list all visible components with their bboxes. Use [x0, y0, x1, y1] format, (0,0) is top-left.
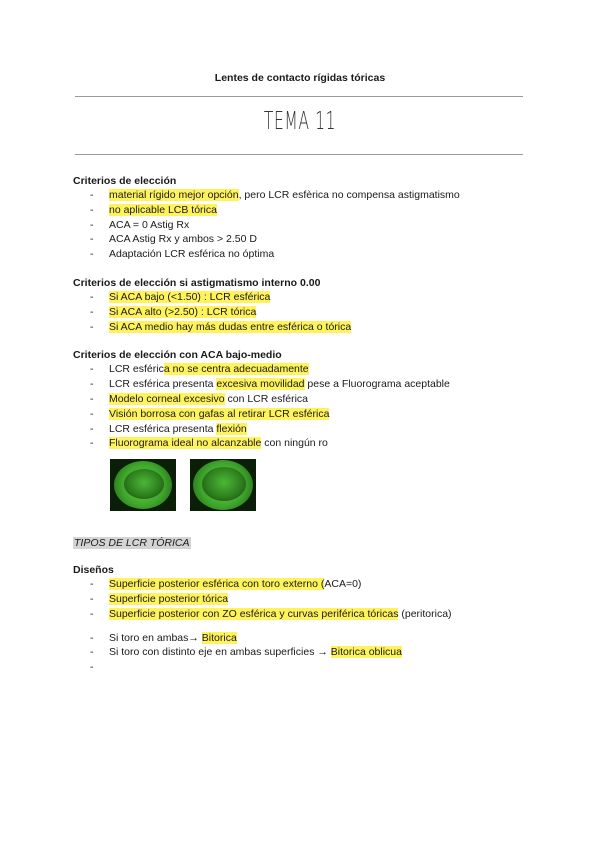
divider-bottom: [75, 154, 523, 155]
list-item: - LCR esférica presenta excesiva movilidad pese a Fluorograma aceptable: [73, 377, 543, 392]
list-item: - Si ACA bajo (<1.50) : LCR esférica: [73, 290, 543, 305]
criterios-list: [73, 188, 543, 262]
list-item: - Si ACA alto (>2.50) : LCR tórica: [73, 305, 543, 320]
page-header: Lentes de contacto rígidas tóricas: [214, 72, 386, 84]
list-item: - Si ACA medio hay más dudas entre esférica o tórica: [73, 320, 543, 335]
section-title-astig-interno: Criterios de elección si astigmatismo interno 0.00: [73, 276, 321, 289]
section-title-criterios: Criterios de elección: [73, 175, 177, 187]
list-item: - Superficie posterior tórica: [73, 592, 543, 607]
list-item: - no aplicable LCB tórica: [73, 203, 543, 218]
disenos-list: [73, 577, 543, 621]
bitorica-list: [73, 631, 543, 661]
list-item: - ACA Astig Rx y ambos > 2.50 D: [73, 232, 543, 247]
fluorogram-images: [110, 459, 543, 511]
fluorogram-image-right: [190, 459, 256, 511]
list-item: - Superficie posterior esférica con toro externo (ACA=0): [73, 577, 543, 592]
fluorogram-image-left: [110, 459, 176, 511]
list-item: - Superficie posterior con ZO esférica y curvas periférica tóricas (peritorica): [73, 607, 543, 622]
tipos-label: TIPOS DE LCR TÓRICA: [74, 537, 190, 550]
astig-interno-list: [73, 290, 543, 334]
tema-title: TEMA 11: [263, 106, 337, 135]
document-body: [73, 174, 543, 660]
list-item: - LCR esférica presenta flexión: [73, 422, 543, 437]
list-item: - LCR esférica no se centra adecuadamente: [73, 362, 543, 377]
aca-bajo-medio-list: [73, 362, 543, 451]
section-title-disenos: Diseños: [73, 564, 114, 577]
list-item: - Visión borrosa con gafas al retirar LCR esférica: [73, 407, 543, 422]
section-title-aca-bajo-medio: Criterios de elección con ACA bajo-medio: [73, 349, 282, 362]
list-item: - Fluorograma ideal no alcanzable con ningún ro: [73, 436, 543, 451]
list-item: - Modelo corneal excesivo con LCR esférica: [73, 392, 543, 407]
list-item: - Si toro en ambas→ Bitorica: [73, 631, 543, 646]
divider-top: [75, 96, 523, 97]
list-item: - ACA = 0 Astig Rx: [73, 218, 543, 233]
list-item: - material rígido mejor opción, pero LCR esfèrica no compensa astigmatismo: [73, 188, 543, 203]
list-item: - Si toro con distinto eje en ambas superficies → Bitorica oblicua: [73, 645, 543, 660]
list-item: - Adaptación LCR esférica no óptima: [73, 247, 543, 262]
